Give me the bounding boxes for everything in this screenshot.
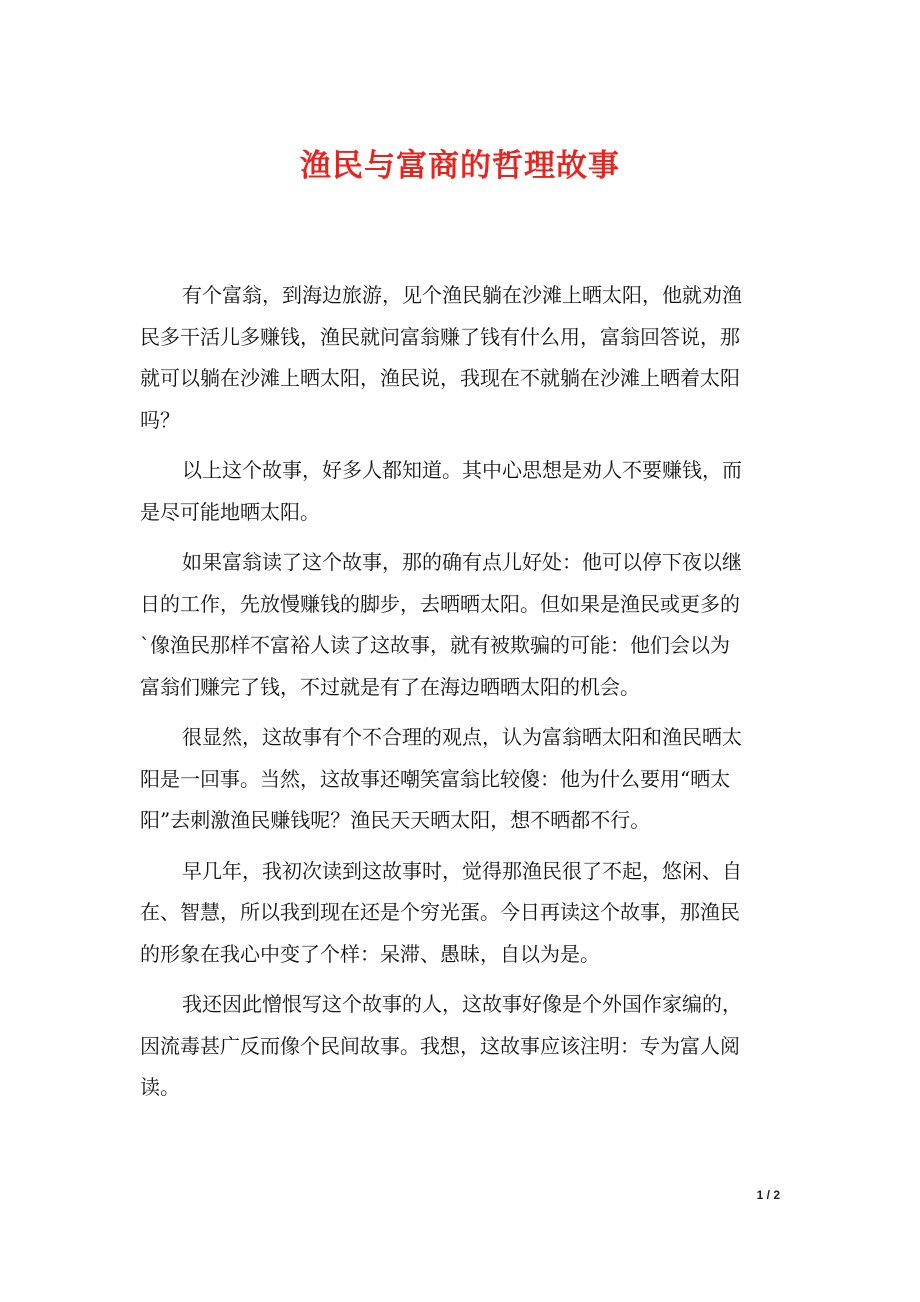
text-line: 如果富翁读了这个故事，那的确有点儿好处：他可以停下夜以继 — [182, 550, 742, 574]
text-line: 阳”去刺激渔民赚钱呢？渔民天天晒太阳，想不晒都不行。 — [140, 808, 651, 832]
text-line: 阳是一回事。当然，这故事还嘲笑富翁比较傻：他为什么要用“晒太 — [140, 766, 731, 791]
document-title: 渔民与富商的哲理故事 — [300, 148, 620, 184]
text-line: 读。 — [140, 1075, 180, 1099]
text-line: 以上这个故事，好多人都知道。其中心思想是劝人不要赚钱，而 — [182, 458, 742, 482]
text-line: 民多干活儿多赚钱，渔民就问富翁赚了钱有什么用，富翁回答说，那 — [140, 324, 740, 349]
text-line: 我还因此憎恨写这个故事的人，这故事好像是个外国作家编的， — [182, 992, 742, 1016]
paragraph-2 — [140, 450, 790, 533]
page-number: 1 / 2 — [756, 1188, 780, 1202]
text-line: 因流毒甚广反而像个民间故事。我想，这故事应该注明：专为富人阅 — [140, 1033, 740, 1058]
text-line: 早几年，我初次读到这故事时，觉得那渔民很了不起，悠闲、自 — [182, 858, 742, 883]
text-line: 的形象在我心中变了个样：呆滞、愚昧，自以为是。 — [140, 941, 600, 966]
document-body — [140, 275, 790, 1118]
paragraph-3 — [140, 542, 790, 708]
text-line: 很显然，这故事有个不合理的观点，认为富翁晒太阳和渔民晒太 — [182, 725, 742, 749]
text-line: 在、智慧，所以我到现在还是个穷光蛋。今日再读这个故事，那渔民 — [140, 900, 740, 924]
text-line: 就可以躺在沙滩上晒太阳，渔民说，我现在不就躺在沙滩上晒着太阳 — [140, 366, 740, 390]
paragraph-6 — [140, 984, 790, 1109]
text-line: `像渔民那样不富裕人读了这故事，就有被欺骗的可能：他们会以为 — [140, 633, 730, 657]
text-line: 吗？ — [140, 407, 180, 432]
paragraph-5 — [140, 851, 790, 976]
text-line: 有个富翁，到海边旅游，见个渔民躺在沙滩上晒太阳，他就劝渔 — [182, 283, 742, 307]
text-line: 是尽可能地晒太阳。 — [140, 499, 320, 524]
paragraph-4 — [140, 717, 790, 842]
text-line: 富翁们赚完了钱，不过就是有了在海边晒晒太阳的机会。 — [140, 674, 640, 699]
text-line: 日的工作，先放慢赚钱的脚步，去晒晒太阳。但如果是渔民或更多的 — [140, 591, 740, 616]
paragraph-1 — [140, 275, 790, 441]
